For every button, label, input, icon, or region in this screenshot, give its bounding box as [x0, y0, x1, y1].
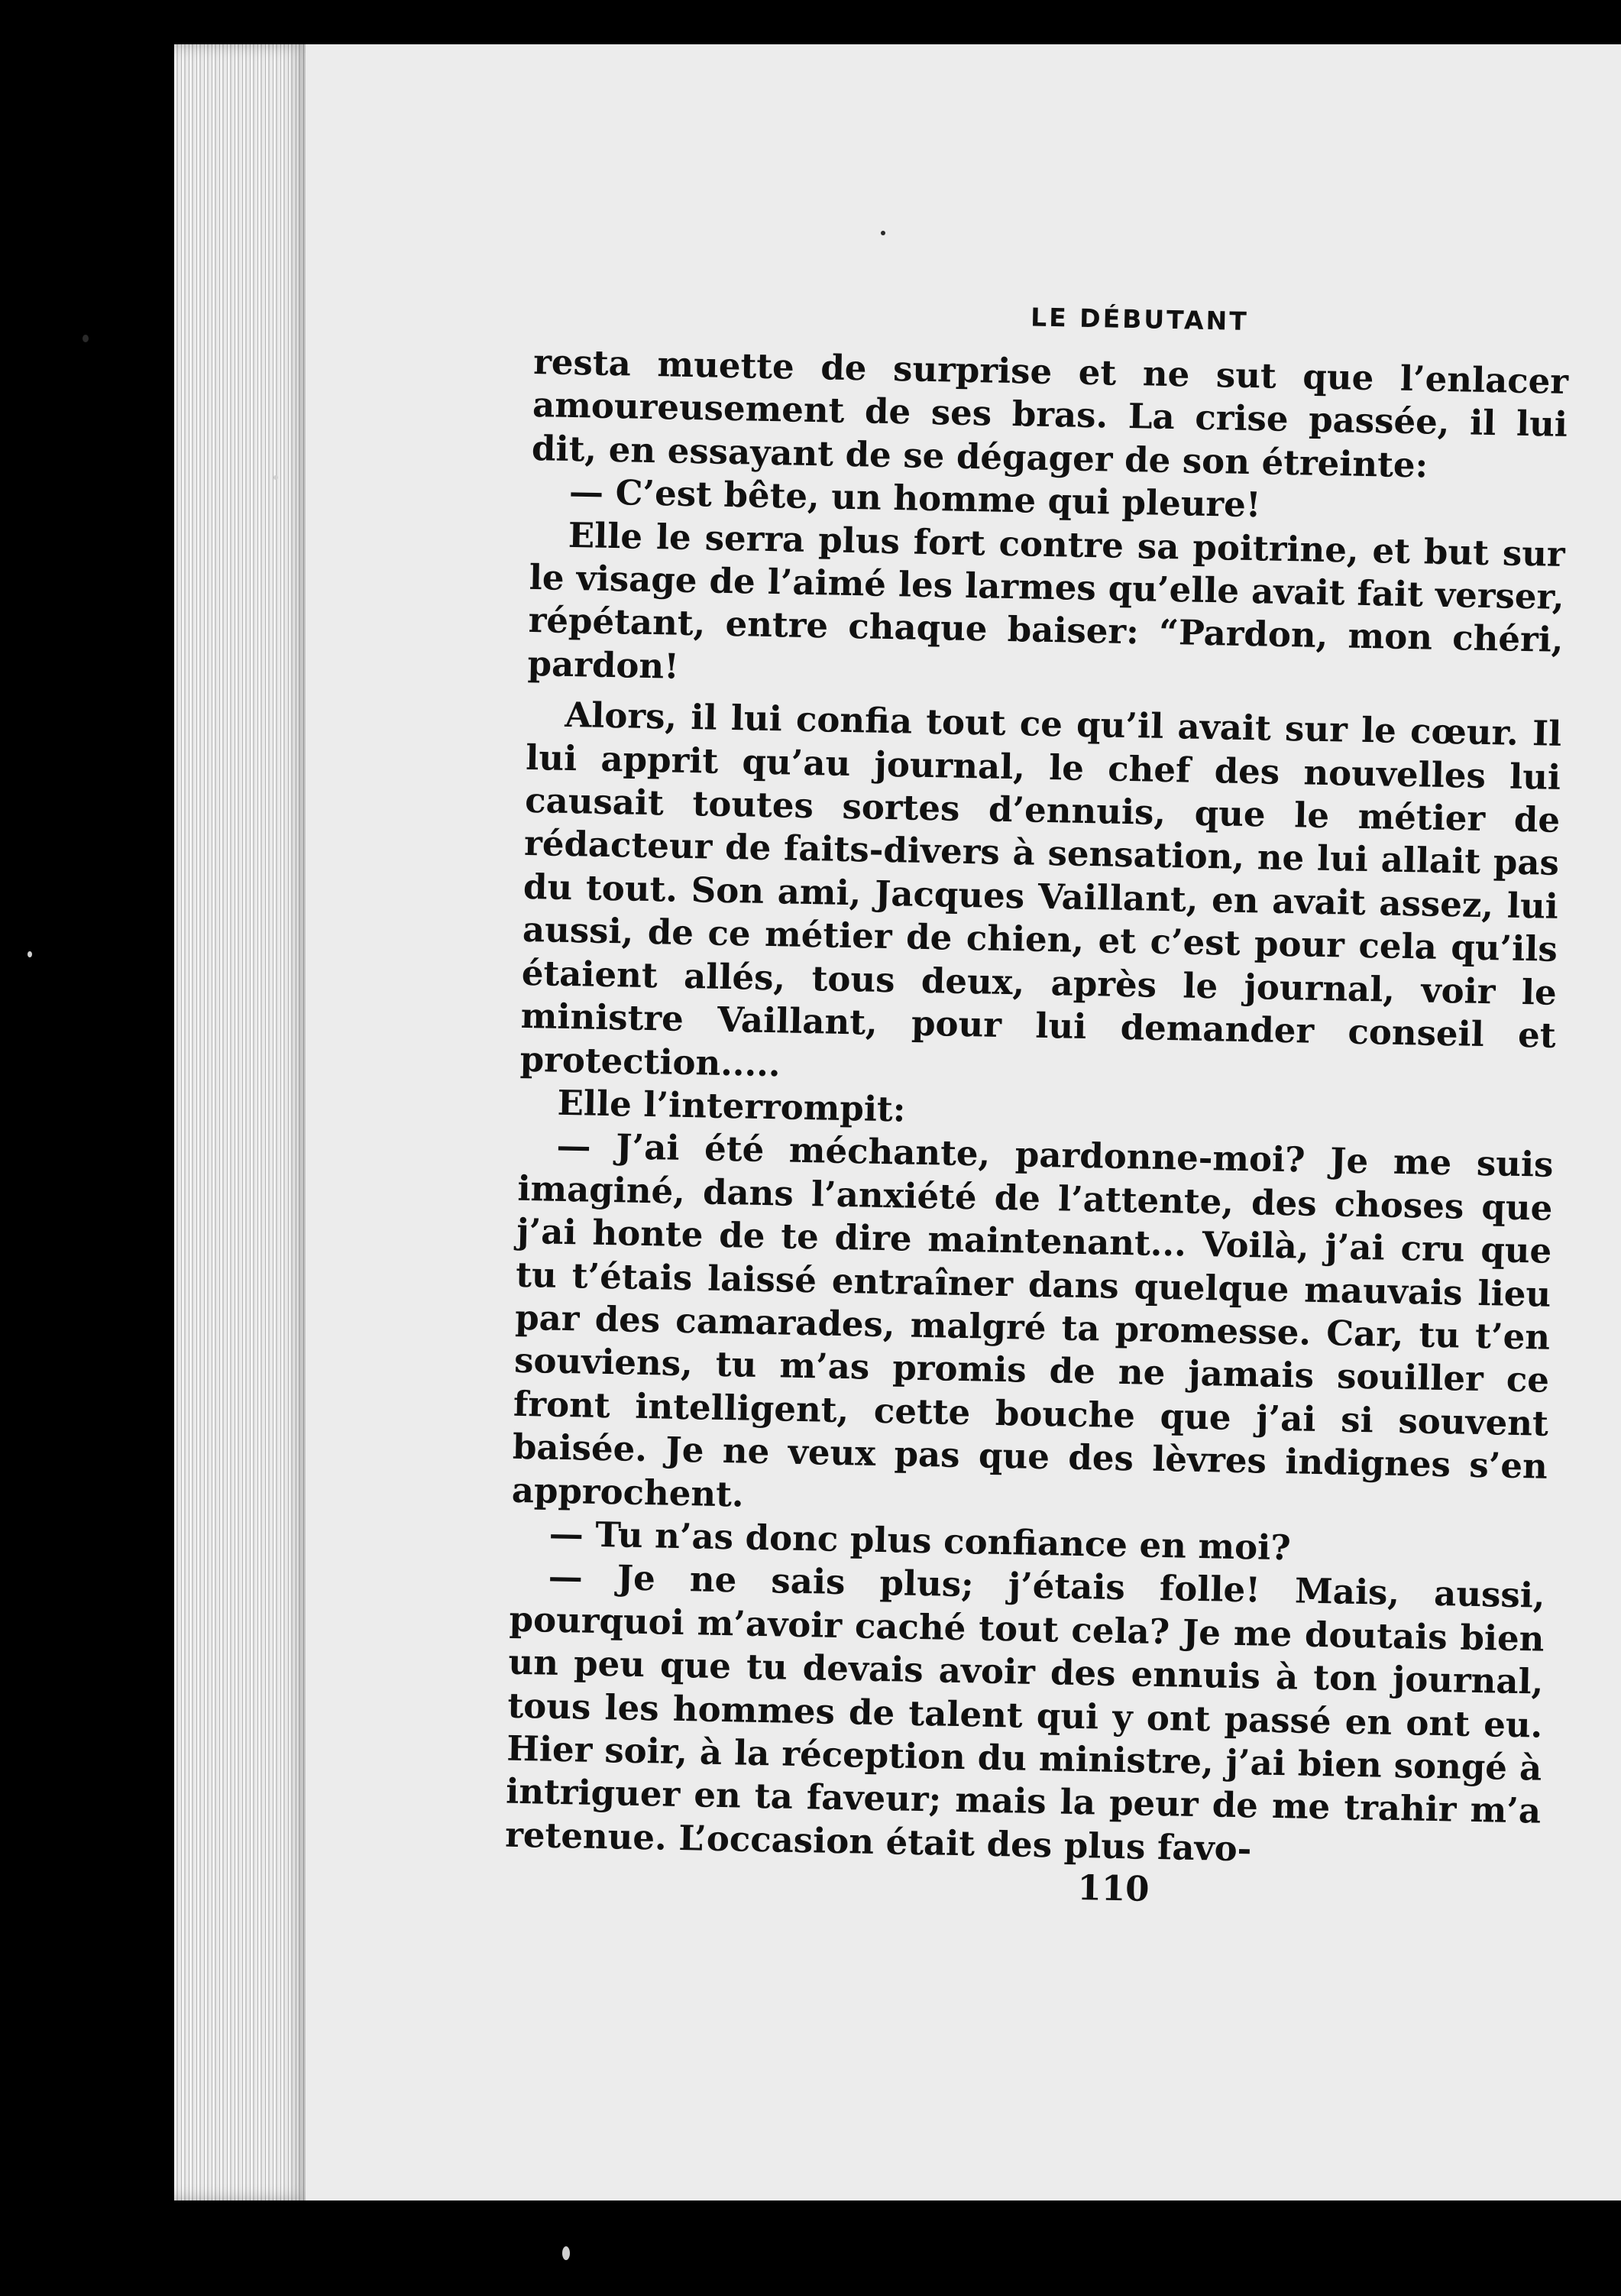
dust-speck — [881, 231, 885, 235]
dust-speck — [28, 951, 32, 957]
book-page — [306, 44, 1621, 2200]
running-head: LE DÉBUTANT — [1030, 302, 1250, 336]
page-content — [504, 293, 1570, 1917]
paragraph: Alors, il lui confia tout ce qu’il avait sur le cœur. Il lui apprit qu’au journal, le chef des nouvelles lui causait toutes sortes d’ennuis, que le métier de rédacteur de faits-divers à sensation, ne lui allait pas du tout. Son ami, Jacques Vaillant, en avait assez, lui aussi, de ce métier de chien, et c’est pour cela qu’ils étaient allés, tous deux, après le journal, voir le ministre Vaillant, pour lui demander conseil et protection..... — [519, 695, 1562, 1084]
dust-speck — [273, 475, 278, 480]
paragraph: — J’ai été méchante, pardonne-moi? Je me suis imaginé, dans l’anxiété de l’attente, des choses que j’ai honte de te dire maintenant... Voilà, j’ai cru que tu t’étais laissé entraîner dans quelque mauvais lieu par des camarades, malgré ta promesse. Car, tu t’en souviens, tu m’as promis de ne jamais souiller ce front intelligent, cette bouche que j’ai si souvent baisée. Je ne veux pas que des lèvres indignes s’en approchent. — [511, 1125, 1554, 1515]
dust-speck — [83, 335, 89, 342]
paragraph: — Je ne sais plus; j’étais folle! Mais, aussi, pourquoi m’avoir caché tout cela? Je me doutais bien un peu que tu devais avoir des ennuis à ton journal, tous les hommes de talent qui y ont passé en ont eu. Hier soir, à la réception du ministre, j’ai bien songé à intriguer en ta faveur; mais la peur de me trahir m’a retenue. L’occasion était des plus favo- — [504, 1556, 1546, 1870]
paragraph: — C’est bête, un homme qui pleure! — [568, 471, 1262, 526]
paragraph: Elle le serra plus fort contre sa poitrine, et but sur le visage de l’aimé les larmes qu’elle avait fait verser, répétant, entre chaque baiser: “Pardon, mon chéri, pardon! — [527, 514, 1566, 687]
paragraph: resta muette de surprise et ne sut que l’enlacer amoureusement de ses bras. La crise passée, il lui dit, en essayant de se dégager de son étreinte: — [531, 341, 1569, 486]
text-body — [505, 341, 1569, 1877]
paragraph: — Tu n’as donc plus confiance en moi? — [548, 1513, 1292, 1569]
page-edges — [174, 44, 310, 2200]
dust-speck — [562, 2246, 570, 2260]
paragraph: Elle l’interrompit: — [557, 1082, 906, 1130]
page-number: 110 — [1077, 1867, 1150, 1910]
